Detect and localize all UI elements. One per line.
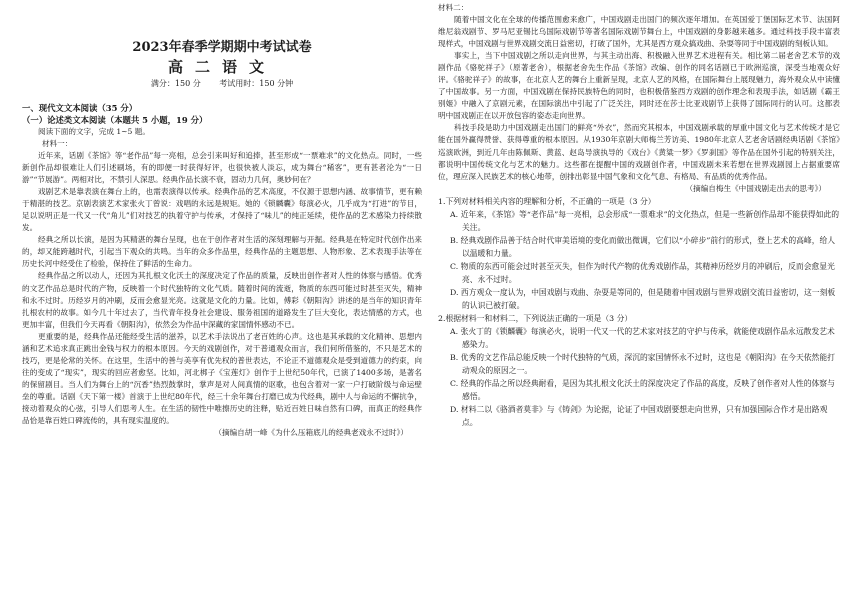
exam-meta <box>22 78 422 90</box>
subsection-heading: （一）论述类文本阅读（本题共 5 小题，19 分） <box>22 115 208 125</box>
paragraph: 更重要的是，经典作品还能经受生活的滋养，以艺术手法说出了老百姓的心声。这也是其承载的文化精神、思想内涵和艺术追求真正跳出金钱与权力的根本原因。今天的戏剧创作，对于普通观众而言，我们何所借鉴的，不只是艺术的技巧，更是伦常的关怀。在这里，生活中的善与美享有优先权的普世表达，不论正不道德观众是受到道德力的约束，向往的变成了“现实”，现实的回应者愈坚。比如，河北梆子《宝莲灯》创作于上世纪50年代，已演了1400多场，是著名的保留剧目。当人们为舞台上的“沉香”热烈鼓掌时，掌声是对人间真情的讴歌，也包含着对一家一户打破阶级与命运壁垒的尊重。话剧《天下第一楼》首演于上世纪80年代，经三十余年舞台打磨已成为代经典，剧中人与命运的不懈抗争，接动着观众的心弦，引导人们思考人生。在生活的韧性中唯擦历史的注释，贴近百姓日味自然有口碑，而真正的经典作品恰是靠百姓口碑流传的，具有现实温度的。 <box>22 331 422 426</box>
score-info: 满分：150 分 <box>150 79 201 88</box>
paragraph: 科技手段是助力中国戏剧走出国门的鲜亮“外衣”，然而究其根本，中国戏剧承载的厚重中国文化与艺术传统才是它能在国外赢得赞誉、获得尊重的根本原因。从1930年京剧大师梅兰芳访美、1980年北京人艺老舍话剧经典话剧《茶馆》巡演欧洲，到近几年由陈佩斯、黄蓝、赵岛导演执导的《戏台》《黄粱一梦》《罗刹国》等作品在国外引起的特别关注，都说明中国传统文化与艺术的魅力。这些都在提醒中国的戏剧创作者，中国戏剧未来若想在世界戏剧园上占据重要席位，理应深入民族艺术的核心地带，创排出彰显中国气象和文化气息、有格局、有品质的优秀作品。 <box>438 123 840 181</box>
answer-option: B. 经典戏剧作品善于结合时代审美语境的变化而做出微调，它们以“小碎步”前行的形式，登上艺术的高峰，给人以温暖和力量。 <box>450 235 836 258</box>
paragraph: 随着中国文化在全球的传播范围愈来愈广，中国戏剧走出国门的频次逐年增加。在英国爱丁堡国际艺术节、法国阿维尼翁戏剧节、罗马尼亚锡比乌国际戏剧节等著名国际戏剧节舞台上，中国戏剧的身影越来越多。通过科技手段丰富表现样式，中国戏剧与世界戏剧交流日益密切，打破了国外，尤其是西方观众搞戏曲、杂耍等同于中国戏剧的刻板认知。 <box>438 15 840 49</box>
paragraph: 事实上，当下中国戏剧之所以走向世界，与其主动出海、积极融入世界艺术进程有关。相比第二届老舍艺术节的戏剧作品《骆驼祥子》（原著老舍），根据老舍先生作品《茶馆》改编、创作的同名话剧已于欧洲巡演，深受当地观众好评。《骆驼祥子》的故事，在北京人艺的舞台上重新呈现，北京人艺的风格，在国际舞台上展现魅力，海外观众从中读懂了中国故事。另一方面，中国戏剧在保持民族特色的同时，也积极借鉴西方戏剧的创作理念和表现手法，如话剧《霸王别姬》中融入了京剧元素，在国际演出中引起了广泛关注，同时还在莎士比亚戏剧节上获得了国际同行的认可。这都表明中国戏剧正在以开放包容的姿态走向世界。 <box>438 51 840 121</box>
answer-option: B. 优秀的文艺作品总能反映一个时代独特的气质，深沉的家国情怀永不过时，这也是《朝阳沟》在今天依然能打动观众的原因之一。 <box>450 352 835 375</box>
source-citation: （摘编自胡一峰《为什么压箱底儿的经典老戏永不过时》） <box>214 428 408 438</box>
right-column <box>438 0 840 429</box>
paragraph: 近年来，话剧《茶馆》等“老作品”每一亮相，总会引来叫好和追捧，甚至形成“一票难求”的文化热点。同时，一些新创作品却很难让人们引述刷场，有的即便一时获得好评，也很快被人淡忘，成为舞台“稀客”，更有甚者沦为“一日游”“节展游”。两相对比，不禁引人深思。经典作品长演不衰，固动力几何，奥妙何在？ <box>22 151 422 185</box>
paragraph: 经典之所以长演，是因为其精湛的舞台呈现，也在于创作者对生活的深刻理解与开掘。经典是在特定时代创作出来的，却又能跨越时代，引起当下观众的共鸣。当年的众多作品里，经典作品的主题思想、人物形象、艺术表现手法等在历史长河中经受住了检验，保持住了鲜活的生命力。 <box>22 235 422 269</box>
answer-option: D. 西方观众一度认为，中国戏剧与戏曲、杂耍是等同的，但是随着中国戏剧与世界戏剧交流日益密切，这一刻板的认识已被打破。 <box>450 287 836 310</box>
section-heading: 一、现代文文本阅读（35 分） <box>22 103 138 113</box>
exam-subject: 高二语文 <box>167 58 276 76</box>
paragraph: 戏剧艺术是靠表演在舞台上的，也需表演得以传承。经典作品的艺术高度，不仅源于思想内涵、故事情节，更有赖于精湛的技艺。京剧表演艺术家张火丁曾说：戏唱的永远是规矩。她的《锁麟囊》每演必火，几乎成为“打进”的节目，足以说明正是一代又一代“角儿”们对技艺的执着守护与传承，才保持了“味儿”的纯正延续，使作品的艺术感染力持续散发。 <box>22 187 422 233</box>
instruction: 阅读下面的文字，完成 1~5 题。 <box>38 127 150 136</box>
answer-option: A. 张火丁的《锁麟囊》每演必火，说明一代又一代的艺术家对技艺的守护与传承，就能使戏剧作品永远散发艺术感染力。 <box>450 326 835 349</box>
answer-option: C. 经典的作品之所以经典耐看，是因为其扎根文化沃土的深度决定了作品的高度，反映了创作者对人性的体察与感悟。 <box>450 378 835 401</box>
material-label: 材料一： <box>42 139 73 148</box>
question-stem: 2.根据材料一和材料二，下列说法正确的一项是（3 分） <box>438 313 633 323</box>
exam-title: 2023年春季学期期中考试试卷 <box>132 40 312 55</box>
time-info: 考试用时：150 分钟 <box>219 79 294 88</box>
material-label: 材料二： <box>438 3 469 12</box>
source-citation: （摘编自梅生《中国戏剧走出去的思考》） <box>685 183 826 193</box>
left-column <box>22 0 422 439</box>
answer-option: D. 材料二以《骆酒者莫非》与《铸剑》为论据，论证了中国戏剧要想走向世界，只有加强国际合作才是出路观点。 <box>450 404 828 427</box>
answer-option: C. 物质的东西可能会过时甚至灭失，但作为时代产物的优秀戏剧作品，其精神历经岁月的冲刷后，反而会愈显光亮、永不过时。 <box>450 261 835 284</box>
question-stem: 1.下列对材料相关内容的理解和分析，不正确的一项是（3 分） <box>438 196 656 206</box>
paragraph: 经典作品之所以动人，还因为其扎根文化沃土的深度决定了作品的质量，反映出创作者对人性的体察与感悟。优秀的文艺作品总是时代的产物，反映着一个时代独特的文化气质。随着时间的流逝，物质的东西可能过时甚至灭失，精神和永不过时。历经岁月的冲刷，反而会愈显光亮。这就是文化的力量。比如，傅彩《朝阳沟》讲述的是当年的知识青年扎根农村的故事。如今几十年过去了，当代青年投身社会建设、服务祖国的道路发生了巨大变化，表达情感的方式，也更加丰富，但我们今天再看《朝阳沟》，依然会为作品中深藏的家国情怀感动不已。 <box>22 271 422 329</box>
answer-option: A. 近年来，《茶馆》等“老作品”每一亮相，总会形成“一票难求”的文化热点，但是一些新创作品却不能获得如此的关注。 <box>450 209 840 232</box>
